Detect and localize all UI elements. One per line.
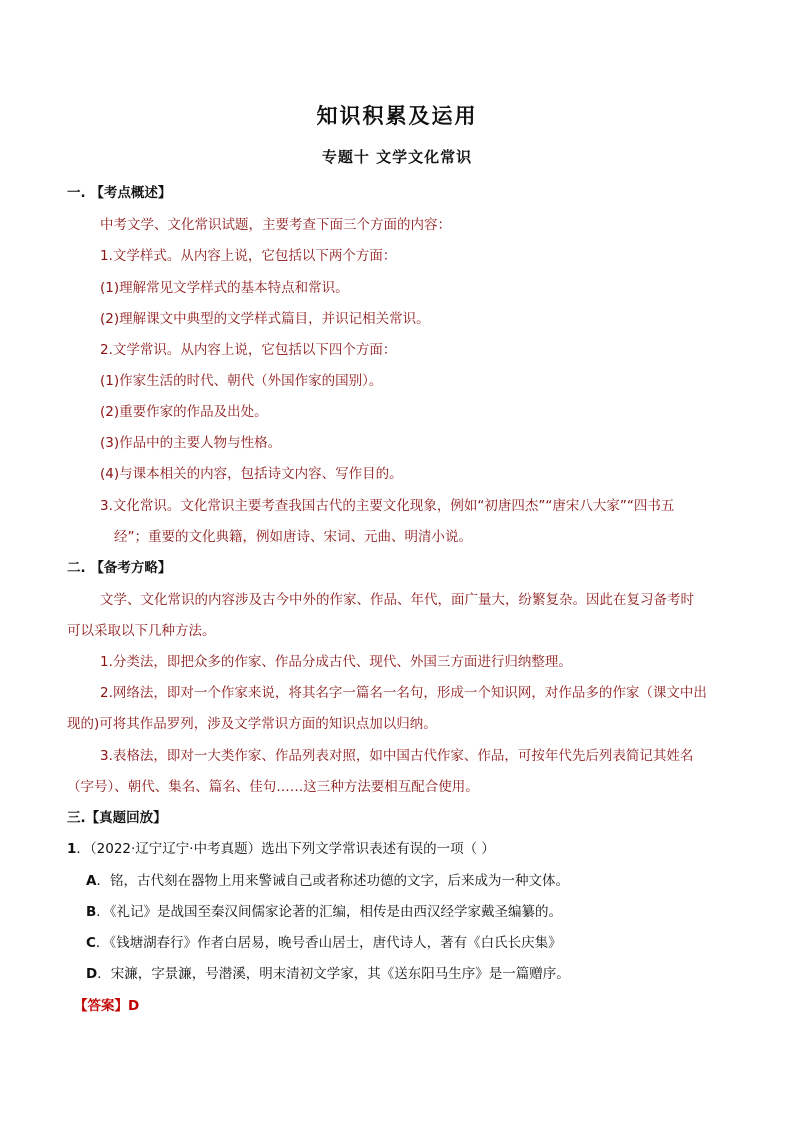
section-2-line: 可以采取以下几种方法。 (67, 623, 216, 639)
question-number: 1 (67, 841, 77, 857)
question-stem: ．（2022·辽宁辽宁·中考真题）选出下列文学常识表述有误的一项（ ） (76, 841, 495, 857)
section-1-line: (2)理解课文中典型的文学样式篇目，并识记相关常识。 (100, 311, 430, 327)
section-1-line: 中考文学、文化常识试题，主要考查下面三个方面的内容： (100, 217, 451, 233)
section-2-line: 1.分类法，即把众多的作家、作品分成古代、现代、外国三方面进行归纳整理。 (100, 654, 572, 670)
section-2-line: 文学、文化常识的内容涉及古今中外的作家、作品、年代，面广量大，纷繁复杂。因此在复习备考时 (100, 592, 694, 608)
section-1-line: 1.文学样式。从内容上说，它包括以下两个方面： (100, 248, 397, 264)
option-a (86, 871, 569, 891)
option-text: ．《礼记》是战国至秦汉间儒家论著的汇编，相传是由西汉经学家戴圣编纂的。 (96, 904, 563, 920)
section-1-heading: 一. 【考点概述】 (67, 185, 172, 201)
section-2-line: （字号）、朝代、集名、篇名、佳句……这三种方法要相互配合使用。 (67, 779, 479, 795)
option-d (86, 964, 570, 984)
section-1-line: 3.文化常识。文化常识主要考查我国古代的主要文化现象，例如“初唐四杰”“唐宋八大家”“四书五 (100, 498, 675, 514)
option-letter: C (86, 935, 96, 951)
option-b (86, 902, 562, 922)
section-1-line: (1)理解常见文学样式的基本特点和常识。 (100, 280, 349, 296)
option-letter: B (86, 904, 97, 920)
section-2-line: 现的)可将其作品罗列，涉及文学常识方面的知识点加以归纳。 (67, 716, 437, 732)
section-1-line: (3)作品中的主要人物与性格。 (100, 435, 282, 451)
section-2-heading: 二. 【备考方略】 (67, 560, 172, 576)
answer-value: D (128, 998, 140, 1014)
option-letter: A (86, 873, 97, 889)
answer-label: 【答案】 (74, 998, 128, 1014)
section-2-line: 3.表格法，即对一大类作家、作品列表对照，如中国古代作家、作品，可按年代先后列表简记其姓名 (100, 748, 694, 764)
section-1-line: 2.文学常识。从内容上说，它包括以下四个方面： (100, 342, 397, 358)
option-text: ．《钱塘湖春行》作者白居易，晚号香山居士，唐代诗人，著有《白氏长庆集》 (95, 935, 562, 951)
section-1-line: (4)与课本相关的内容，包括诗文内容、写作目的。 (100, 466, 403, 482)
option-text: ．宋濂，字景濂，号潜溪，明末清初文学家，其《送东阳马生序》是一篇赠序。 (97, 966, 570, 982)
answer-row (74, 996, 139, 1016)
document-title: 知识积累及运用 (316, 103, 478, 128)
section-1-line: (1)作家生活的时代、朝代（外国作家的国别）。 (100, 373, 383, 389)
option-text: ．铭，古代刻在器物上用来警诫自己或者称述功德的文字，后来成为一种文体。 (96, 873, 569, 889)
section-1-line: 经”；重要的文化典籍，例如唐诗、宋词、元曲、明清小说。 (114, 529, 472, 545)
document-subtitle: 专题十 文学文化常识 (321, 148, 473, 166)
option-letter: D (86, 966, 98, 982)
section-2-line: 2.网络法，即对一个作家来说，将其名字一篇名一名句，形成一个知识网，对作品多的作家（课文中出 (100, 685, 707, 701)
question-stem-row (67, 839, 495, 859)
option-c (86, 933, 562, 953)
section-3-heading: 三.【真题回放】 (67, 810, 167, 826)
section-1-line: (2)重要作家的作品及出处。 (100, 404, 268, 420)
